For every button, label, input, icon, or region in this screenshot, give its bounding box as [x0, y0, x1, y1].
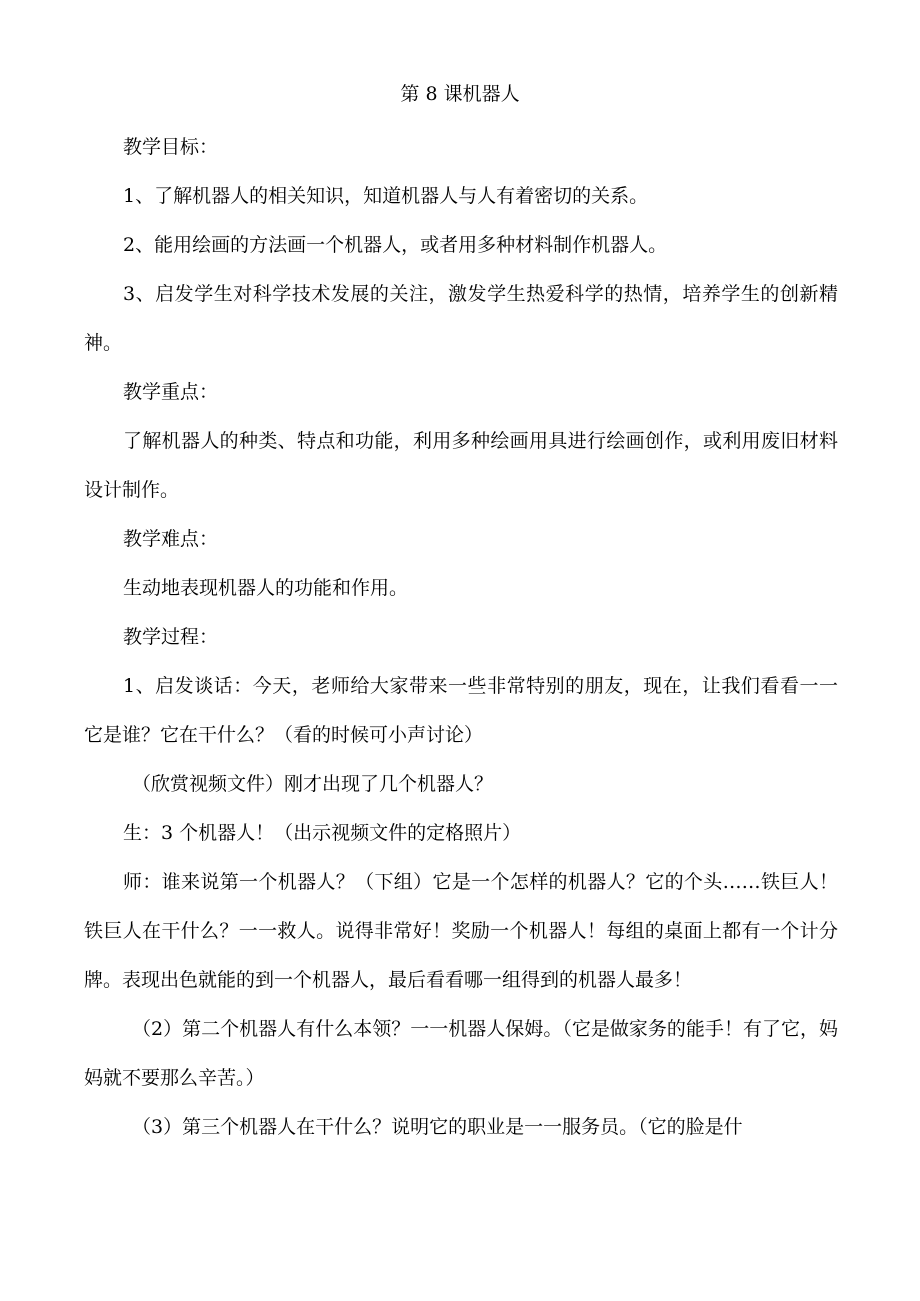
objectives-heading: 教学目标： [123, 136, 219, 158]
objective-item-1: 1、了解机器人的相关知识，知道机器人与人有着密切的关系。 [123, 185, 649, 207]
process-paragraph-2: （欣赏视频文件）刚才出现了几个机器人？ [132, 773, 494, 795]
process-paragraph-5: （2）第二个机器人有什么本领？一一机器人保姆。（它是做家务的能手！有了它，妈妈就不要那么辛苦。） [84, 1018, 838, 1089]
key-points-text: 了解机器人的种类、特点和功能，利用多种绘画用具进行绘画创作，或利用废旧材料设计制作。 [84, 430, 838, 501]
objective-item-3: 3、启发学生对科学技术发展的关注，激发学生热爱科学的热情，培养学生的创新精神。 [84, 283, 838, 354]
process-paragraph-4: 师：谁来说第一个机器人？（下组）它是一个怎样的机器人？它的个头……铁巨人！铁巨人在干什么？一一救人。说得非常好！奖励一个机器人！每组的桌面上都有一个计分牌。表现出色就能的到一个机器人，最后看看哪一组得到的机器人最多！ [84, 871, 838, 991]
process-paragraph-3: 生：3 个机器人！（出示视频文件的定格照片） [123, 822, 522, 844]
difficulties-heading: 教学难点： [123, 528, 219, 550]
process-paragraph-1: 1、启发谈话：今天，老师给大家带来一些非常特别的朋友，现在，让我们看看一一它是谁？它在干什么？（看的时候可小声讨论） [84, 675, 838, 746]
key-points-heading: 教学重点： [123, 381, 219, 403]
lesson-title: 第 8 课机器人 [400, 83, 520, 105]
document-body [84, 123, 838, 1152]
difficulties-text: 生动地表现机器人的功能和作用。 [123, 577, 409, 599]
objective-item-2: 2、能用绘画的方法画一个机器人，或者用多种材料制作机器人。 [123, 234, 668, 256]
process-heading: 教学过程： [123, 626, 219, 648]
process-paragraph-6: （3）第三个机器人在干什么？说明它的职业是一一服务员。（它的脸是什 [132, 1116, 743, 1138]
